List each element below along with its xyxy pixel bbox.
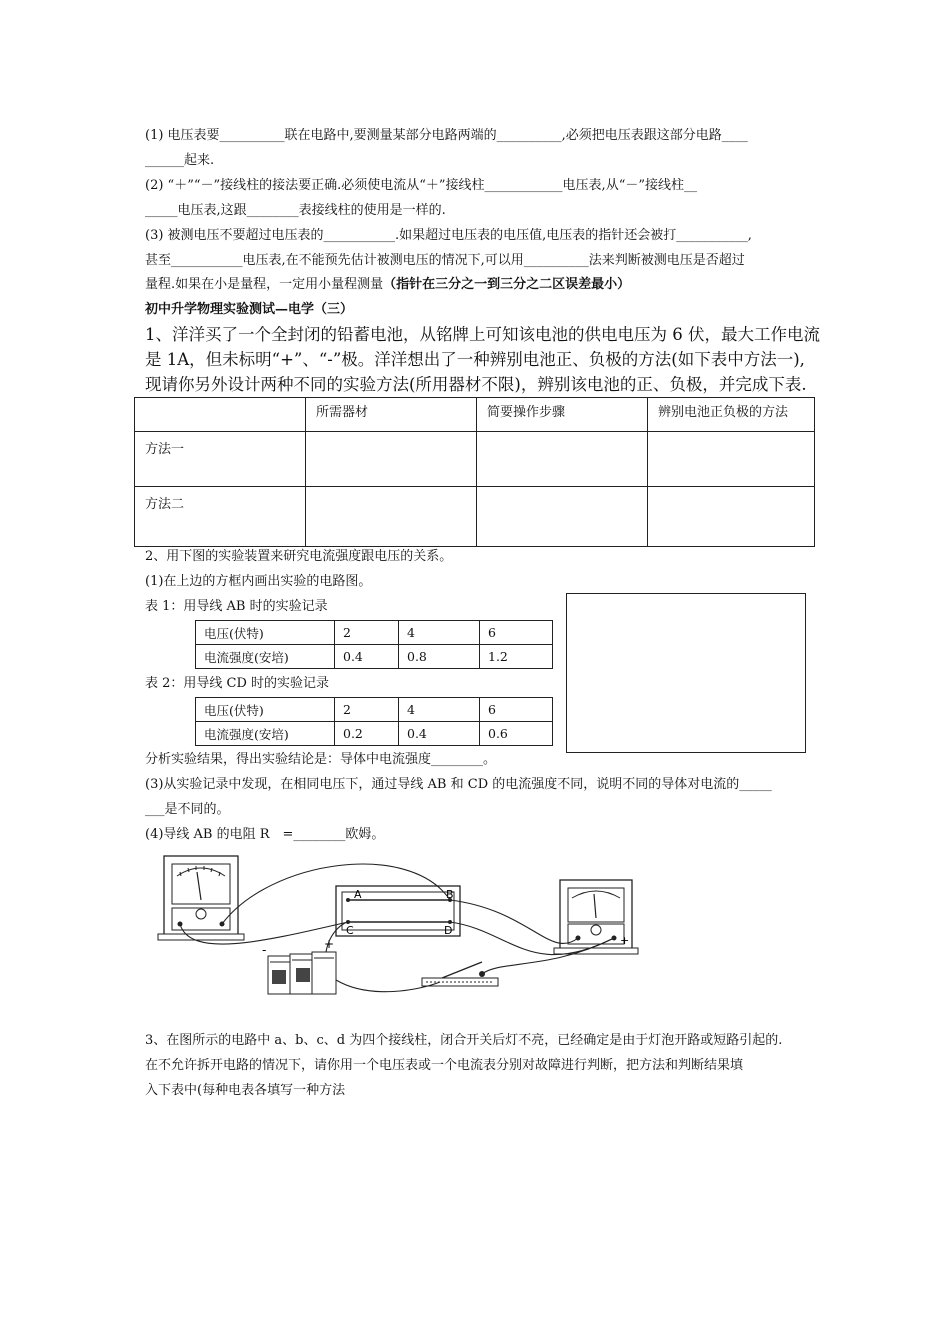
- methods-row-1: [135, 432, 815, 487]
- terminal-label-a: A: [354, 888, 362, 901]
- voltmeter-text-line-4: _____电压表,这跟________表接线柱的使用是一样的.: [145, 203, 446, 218]
- methods-header-judge: 辨别电池正负极的方法: [648, 398, 815, 432]
- methods-row-2-cell[interactable]: [306, 487, 477, 547]
- q1-line-3: 现请你另外设计两种不同的实验方法(所用器材不限)，辨别该电池的正、负极，并完成下表.: [145, 375, 807, 394]
- q1-line-2: 是 1A，但未标明“+”、“-”极。洋洋想出了一种辨别电池正、负极的方法(如下表中方法一),: [145, 350, 805, 369]
- battery-minus-label: -: [262, 943, 267, 957]
- table-2-cell: 2: [335, 698, 399, 722]
- table-1-current-label: 电流强度(安培): [196, 645, 335, 669]
- methods-header-blank: [135, 398, 306, 432]
- table-2-current-label: 电流强度(安培): [196, 722, 335, 746]
- q2-intro: 2、用下图的实验装置来研究电流强度跟电压的关系。: [145, 549, 453, 564]
- table-2-cell: 0.4: [399, 722, 480, 746]
- q2-part-4: (4)导线 AB 的电阻 R =________欧姆。: [145, 827, 385, 842]
- methods-row-1-cell[interactable]: [306, 432, 477, 487]
- circuit-drawing-box[interactable]: [566, 593, 806, 753]
- table-2-cell: 0.6: [480, 722, 553, 746]
- voltmeter-text-line-5: (3) 被测电压不要超过电压表的___________.如果超过电压表的电压值,电压表的指针还会被打___________,: [145, 228, 752, 243]
- terminal-label-d: D: [444, 924, 453, 937]
- q2-part-1: (1)在上边的方框内画出实验的电路图。: [145, 574, 372, 589]
- table-1-cell: 0.8: [399, 645, 480, 669]
- table-2-voltage-label: 电压(伏特): [196, 698, 335, 722]
- ammeter-icon: [158, 856, 244, 940]
- table-2-cell: 6: [480, 698, 553, 722]
- q2-conclusion: 分析实验结果，得出实验结论是：导体中电流强度________。: [145, 752, 497, 767]
- voltmeter-text-line-2: ______起来.: [145, 153, 215, 168]
- methods-row-1-cell[interactable]: [477, 432, 648, 487]
- wire-board-icon: [336, 886, 460, 937]
- table-1-caption: 表 1：用导线 AB 时的实验记录: [145, 599, 328, 614]
- methods-row-1-cell[interactable]: [648, 432, 815, 487]
- terminal-label-c: C: [346, 924, 354, 937]
- methods-row-1-label: 方法一: [135, 432, 306, 487]
- voltmeter-plus-label: +: [620, 934, 630, 947]
- q3-line-3: 入下表中(每种电表各填写一种方法: [145, 1083, 346, 1098]
- table-1-cell: 1.2: [480, 645, 553, 669]
- table-2-current-row: [196, 722, 553, 746]
- table-2-cell: 4: [399, 698, 480, 722]
- table-1-cell: 4: [399, 621, 480, 645]
- table-2-voltage-row: [196, 698, 553, 722]
- methods-table-header: [135, 398, 815, 432]
- table-1-current-row: [196, 645, 553, 669]
- voltmeter-text-line-6: 甚至___________电压表,在不能预先估计被测电压的情况下,可以用__________法来判断被测电压是否超过: [145, 253, 745, 268]
- voltmeter-text-line-3: (2) “＋”“－”接线柱的接法要正确.必须使电流从“＋”接线柱____________电压表,从“－”接线柱__: [145, 178, 697, 193]
- table-1-cell: 2: [335, 621, 399, 645]
- q2-part-3-line-2: ___是不同的。: [145, 802, 230, 817]
- voltmeter-text-line-7-plain: 量程.如果在小是量程，一定用小量程测量: [145, 277, 384, 292]
- q2-part-3-line-1: (3)从实验记录中发现，在相同电压下，通过导线 AB 和 CD 的电流强度不同，说明不同的导体对电流的_____: [145, 777, 772, 792]
- terminal-label-b: B: [446, 888, 454, 901]
- table-1: [195, 620, 553, 669]
- methods-table: [134, 397, 815, 547]
- battery-icon: [262, 937, 336, 994]
- methods-row-2-cell[interactable]: [477, 487, 648, 547]
- table-2-caption: 表 2：用导线 CD 时的实验记录: [145, 676, 330, 691]
- methods-header-steps: 简要操作步骤: [477, 398, 648, 432]
- q1-line-1: 1、洋洋买了一个全封闭的铅蓄电池，从铭牌上可知该电池的供电电压为 6 伏，最大工作电流: [145, 325, 820, 344]
- q3-line-1: 3、在图所示的电路中 a、b、c、d 为四个接线柱，闭合开关后灯不亮，已经确定是由于灯泡开路或短路引起的.: [145, 1033, 783, 1048]
- apparatus-diagram: [150, 850, 650, 1010]
- battery-plus-label: +: [324, 937, 335, 951]
- table-1-cell: 6: [480, 621, 553, 645]
- table-2-cell: 0.2: [335, 722, 399, 746]
- voltmeter-text-line-7: [145, 277, 630, 293]
- table-1-cell: 0.4: [335, 645, 399, 669]
- table-2: [195, 697, 553, 746]
- methods-header-equipment: 所需器材: [306, 398, 477, 432]
- methods-row-2-label: 方法二: [135, 487, 306, 547]
- voltmeter-text-line-1: (1) 电压表要__________联在电路中,要测量某部分电路两端的__________,必须把电压表跟这部分电路____: [145, 128, 748, 143]
- table-1-voltage-label: 电压(伏特): [196, 621, 335, 645]
- methods-row-2-cell[interactable]: [648, 487, 815, 547]
- q3-line-2: 在不允许拆开电路的情况下，请你用一个电压表或一个电流表分别对故障进行判断，把方法和判断结果填: [145, 1058, 744, 1073]
- table-1-voltage-row: [196, 621, 553, 645]
- switch-icon: [422, 962, 498, 986]
- section-title: 初中升学物理实验测试—电学（三）: [145, 302, 354, 317]
- methods-row-2: [135, 487, 815, 547]
- voltmeter-tip-bold: （指针在三分之一到三分之二区误差最小）: [383, 277, 631, 292]
